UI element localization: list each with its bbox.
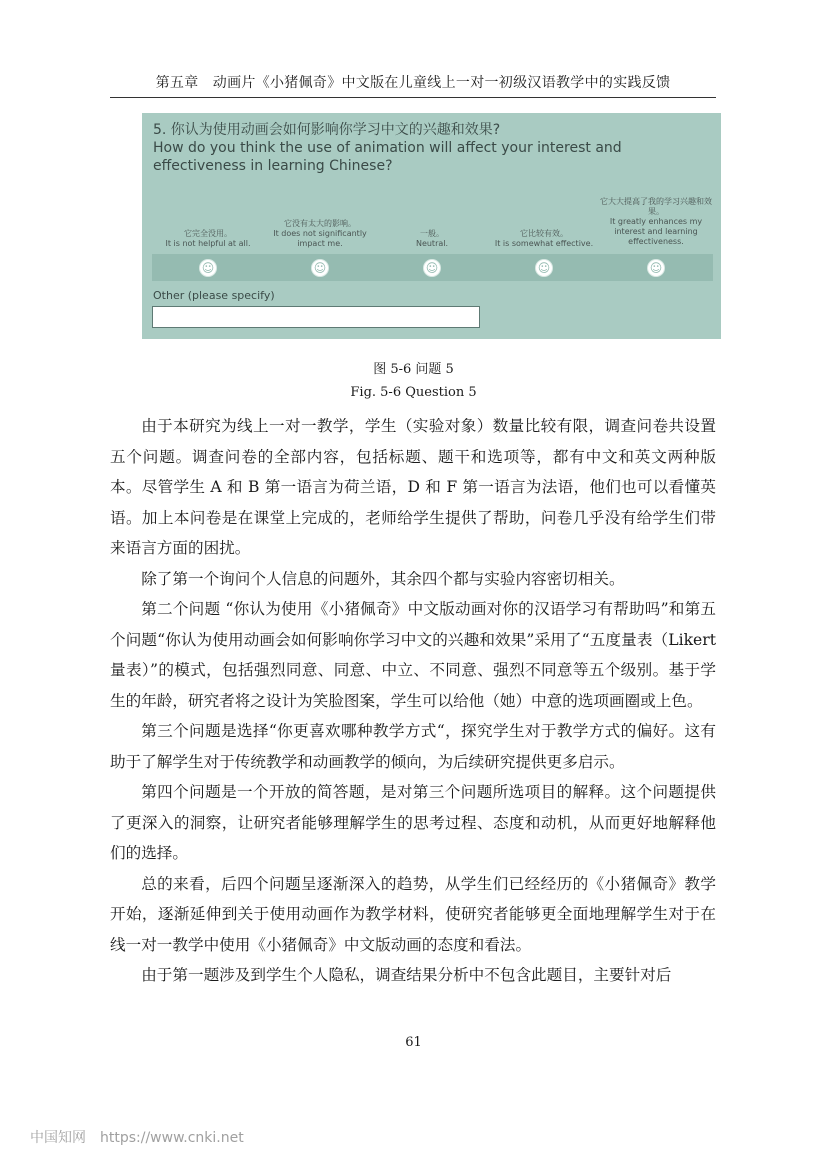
- option-1: 它完全没用。 It is not helpful at all.: [165, 229, 251, 248]
- question-title: [153, 121, 713, 175]
- watermark-url: https://www.cnki.net: [100, 1130, 244, 1146]
- paragraph: 由于第一题涉及到学生个人隐私，调查结果分析中不包含此题目，主要针对后: [141, 966, 672, 984]
- watermark: [30, 1127, 258, 1147]
- paragraph: 由于本研究为线上一对一教学，学生（实验对象）数量比较有限，调查问卷共设置五个问题。调查问卷的全部内容，包括标题、题干和选项等，都有中文和英文两种版本。尽管学生 A 和 B 第一语言为荷兰语，D 和 F 第一语言为法语，他们也可以看懂英语。加上本问卷是在课堂上完成的，老师给学生提供了帮助，问卷几乎没有给学生们带来语言方面的困扰。: [110, 417, 716, 557]
- paragraph: 第三个问题是选择“你更喜欢哪种教学方式“，探究学生对于教学方式的偏好。这有助于了解学生对于传统教学和动画教学的倾向，为后续研究提供更多启示。: [110, 722, 716, 771]
- page-number: 61: [405, 1035, 422, 1050]
- figure-caption-zh: 图 5-6 问题 5: [373, 362, 454, 377]
- question-zh: 5. 你认为使用动画会如何影响你学习中文的兴趣和效果?: [153, 122, 501, 138]
- option-4: 它比较有效。 It is somewhat effective.: [494, 229, 594, 248]
- question-en: How do you think the use of animation will affect your interest and effectiveness in learning Chinese?: [153, 140, 622, 174]
- other-input[interactable]: [152, 306, 480, 328]
- option-2: 它没有太大的影响。 It does not significantly impact me.: [273, 219, 367, 248]
- smiley-icon[interactable]: ☺: [201, 261, 215, 275]
- smiley-icon[interactable]: ☺: [649, 261, 663, 275]
- smiley-icon[interactable]: ☺: [313, 261, 327, 275]
- smiley-row: [152, 254, 713, 281]
- figure-caption-en: Fig. 5-6 Question 5: [350, 385, 477, 400]
- other-label: Other (please specify): [153, 289, 275, 302]
- watermark-brand: 中国知网: [30, 1130, 86, 1146]
- paragraph: 第二个问题 “你认为使用《小猪佩奇》中文版动画对你的汉语学习有帮助吗”和第五个问题“你认为使用动画会如何影响你学习中文的兴趣和效果”采用了“五度量表（Likert 量表）”的模式，包括强烈同意、同意、中立、不同意、强烈不同意等五个级别。基于学生的年龄，研究者将之设计为笑脸图案，学生可以给他（她）中意的选项画圈或上色。: [110, 600, 716, 710]
- paragraph: 总的来看，后四个问题呈逐渐深入的趋势，从学生们已经经历的《小猪佩奇》教学开始，逐渐延伸到关于使用动画作为教学材料，使研究者能够更全面地理解学生对于在线一对一教学中使用《小猪佩奇》中文版动画的态度和看法。: [110, 874, 716, 954]
- chapter-header: 第五章 动画片《小猪佩奇》中文版在儿童线上一对一初级汉语教学中的实践反馈: [110, 72, 716, 98]
- paragraph: 除了第一个询问个人信息的问题外，其余四个都与实验内容密切相关。: [141, 569, 625, 588]
- paragraph: 第四个问题是一个开放的简答题，是对第三个问题所选项目的解释。这个问题提供了更深入的洞察，让研究者能够理解学生的思考过程、态度和动机，从而更好地解释他们的选择。: [110, 783, 716, 862]
- body-text: [110, 411, 716, 991]
- option-5: 它大大提高了我的学习兴趣和效果。 It greatly enhances my interest and learning effectiveness.: [600, 197, 712, 246]
- survey-question-figure: [142, 113, 721, 339]
- option-3: 一般。 Neutral.: [415, 229, 449, 248]
- smiley-icon[interactable]: ☺: [425, 261, 439, 275]
- smiley-icon[interactable]: ☺: [537, 261, 551, 275]
